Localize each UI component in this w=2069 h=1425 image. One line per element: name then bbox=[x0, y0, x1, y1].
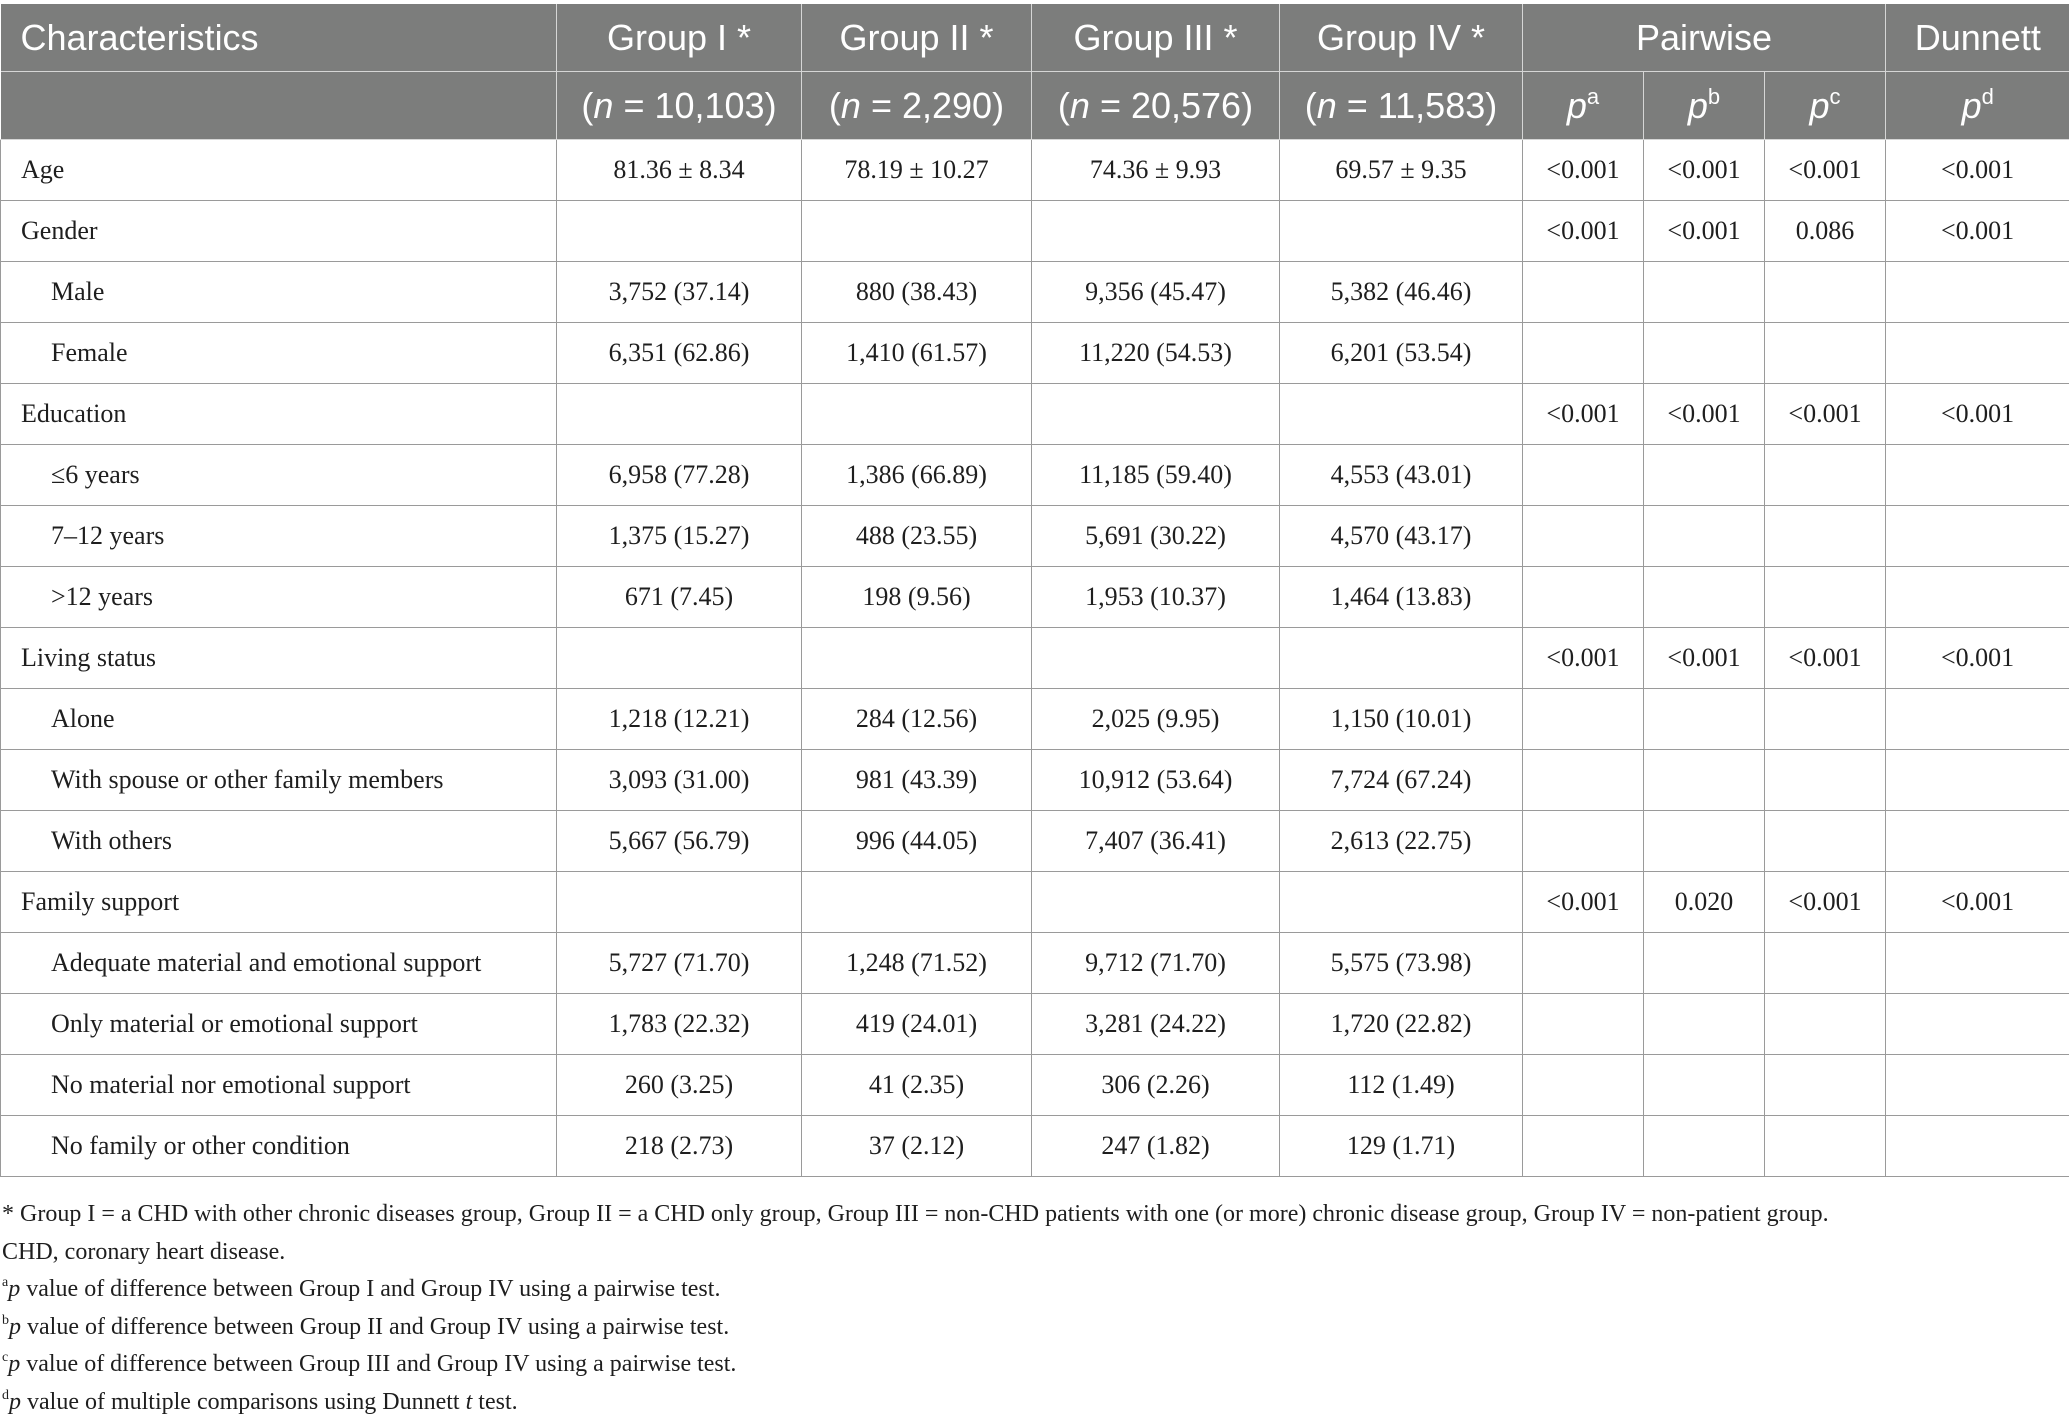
group-value-cell: 4,553 (43.01) bbox=[1280, 445, 1523, 506]
group-value-cell bbox=[1280, 628, 1523, 689]
group-value-cell: 11,185 (59.40) bbox=[1032, 445, 1280, 506]
group-value-cell: 2,025 (9.95) bbox=[1032, 689, 1280, 750]
group-value-cell: 488 (23.55) bbox=[802, 506, 1032, 567]
group-value-cell: 1,410 (61.57) bbox=[802, 323, 1032, 384]
table-row bbox=[1, 994, 2069, 1055]
row-label: Alone bbox=[1, 689, 557, 750]
table-header bbox=[1, 4, 2069, 140]
footnotes bbox=[2, 1196, 2068, 1421]
group-value-cell bbox=[557, 628, 802, 689]
group-value-cell: 81.36 ± 8.34 bbox=[557, 140, 802, 201]
p-value-cell: <0.001 bbox=[1644, 628, 1765, 689]
p-value-cell bbox=[1886, 750, 2069, 811]
row-label: >12 years bbox=[1, 567, 557, 628]
group-value-cell: 3,281 (24.22) bbox=[1032, 994, 1280, 1055]
footnote-d: $^d$p value of multiple comparisons using Dunnett t test. bbox=[2, 1387, 518, 1415]
p-value-cell bbox=[1644, 1055, 1765, 1116]
group-value-cell: 37 (2.12) bbox=[802, 1116, 1032, 1177]
p-value-cell: <0.001 bbox=[1886, 384, 2069, 445]
header-p-a: $p^a$ bbox=[1523, 72, 1644, 140]
group-value-cell bbox=[1032, 872, 1280, 933]
header-group-1: Group I * bbox=[557, 4, 802, 72]
p-value-cell bbox=[1765, 262, 1886, 323]
group-value-cell: 1,720 (22.82) bbox=[1280, 994, 1523, 1055]
p-value-cell: <0.001 bbox=[1765, 872, 1886, 933]
group-value-cell bbox=[557, 201, 802, 262]
group-value-cell: 2,613 (22.75) bbox=[1280, 811, 1523, 872]
p-value-cell: <0.001 bbox=[1523, 384, 1644, 445]
group-value-cell: 880 (38.43) bbox=[802, 262, 1032, 323]
header-n-group-2: (n = 2,290) bbox=[802, 72, 1032, 140]
group-value-cell: 218 (2.73) bbox=[557, 1116, 802, 1177]
p-value-cell bbox=[1644, 750, 1765, 811]
table-row bbox=[1, 567, 2069, 628]
row-label: With spouse or other family members bbox=[1, 750, 557, 811]
group-value-cell: 1,248 (71.52) bbox=[802, 933, 1032, 994]
group-value-cell: 1,783 (22.32) bbox=[557, 994, 802, 1055]
p-value-cell bbox=[1644, 689, 1765, 750]
group-value-cell bbox=[802, 201, 1032, 262]
p-value-cell bbox=[1523, 933, 1644, 994]
row-label: Education bbox=[1, 384, 557, 445]
table-row bbox=[1, 506, 2069, 567]
p-value-cell: <0.001 bbox=[1523, 872, 1644, 933]
p-value-cell bbox=[1523, 567, 1644, 628]
group-value-cell: 41 (2.35) bbox=[802, 1055, 1032, 1116]
group-value-cell: 1,953 (10.37) bbox=[1032, 567, 1280, 628]
header-n-group-3: (n = 20,576) bbox=[1032, 72, 1280, 140]
group-value-cell: 306 (2.26) bbox=[1032, 1055, 1280, 1116]
table-row bbox=[1, 201, 2069, 262]
group-value-cell bbox=[1032, 628, 1280, 689]
table-row bbox=[1, 1116, 2069, 1177]
p-value-cell: <0.001 bbox=[1644, 201, 1765, 262]
p-value-cell bbox=[1644, 323, 1765, 384]
row-label: Family support bbox=[1, 872, 557, 933]
p-value-cell bbox=[1886, 1116, 2069, 1177]
p-value-cell bbox=[1644, 933, 1765, 994]
header-p-b: $p^b$ bbox=[1644, 72, 1765, 140]
header-n-group-1: (n = 10,103) bbox=[557, 72, 802, 140]
header-group-4: Group IV * bbox=[1280, 4, 1523, 72]
group-value-cell: 11,220 (54.53) bbox=[1032, 323, 1280, 384]
p-value-cell bbox=[1523, 811, 1644, 872]
p-value-cell: <0.001 bbox=[1765, 140, 1886, 201]
table-row bbox=[1, 262, 2069, 323]
group-value-cell: 5,691 (30.22) bbox=[1032, 506, 1280, 567]
p-value-cell bbox=[1644, 1116, 1765, 1177]
p-value-cell bbox=[1523, 1055, 1644, 1116]
p-value-cell bbox=[1765, 323, 1886, 384]
group-value-cell bbox=[557, 384, 802, 445]
group-value-cell bbox=[1280, 384, 1523, 445]
row-label: Gender bbox=[1, 201, 557, 262]
table-row bbox=[1, 1055, 2069, 1116]
group-value-cell: 78.19 ± 10.27 bbox=[802, 140, 1032, 201]
group-value-cell bbox=[1280, 201, 1523, 262]
group-value-cell: 5,727 (71.70) bbox=[557, 933, 802, 994]
group-value-cell: 6,958 (77.28) bbox=[557, 445, 802, 506]
group-value-cell bbox=[557, 872, 802, 933]
table-row bbox=[1, 933, 2069, 994]
group-value-cell bbox=[802, 384, 1032, 445]
group-value-cell: 1,464 (13.83) bbox=[1280, 567, 1523, 628]
table-row bbox=[1, 445, 2069, 506]
p-value-cell bbox=[1523, 994, 1644, 1055]
header-pairwise: Pairwise bbox=[1523, 4, 1886, 72]
p-value-cell bbox=[1523, 689, 1644, 750]
p-value-cell bbox=[1644, 445, 1765, 506]
p-value-cell: <0.001 bbox=[1523, 140, 1644, 201]
p-value-cell bbox=[1765, 689, 1886, 750]
p-value-cell bbox=[1644, 811, 1765, 872]
p-value-cell bbox=[1644, 262, 1765, 323]
table-row bbox=[1, 872, 2069, 933]
table-container bbox=[0, 4, 2069, 1177]
table-row bbox=[1, 811, 2069, 872]
group-value-cell bbox=[802, 872, 1032, 933]
p-value-cell bbox=[1765, 567, 1886, 628]
row-label: Male bbox=[1, 262, 557, 323]
table-row bbox=[1, 140, 2069, 201]
p-value-cell bbox=[1765, 1055, 1886, 1116]
p-value-cell bbox=[1523, 1116, 1644, 1177]
group-value-cell: 74.36 ± 9.93 bbox=[1032, 140, 1280, 201]
row-label: 7–12 years bbox=[1, 506, 557, 567]
group-value-cell: 6,201 (53.54) bbox=[1280, 323, 1523, 384]
n-value: = 11,583 bbox=[1336, 84, 1486, 126]
footnote-a: $^a$p value of difference between Group I and Group IV using a pairwise test. bbox=[2, 1275, 721, 1302]
table-row bbox=[1, 689, 2069, 750]
group-value-cell: 112 (1.49) bbox=[1280, 1055, 1523, 1116]
p-value-cell bbox=[1886, 689, 2069, 750]
group-value-cell: 129 (1.71) bbox=[1280, 1116, 1523, 1177]
group-value-cell bbox=[1280, 872, 1523, 933]
p-value-cell bbox=[1765, 994, 1886, 1055]
header-group-3: Group III * bbox=[1032, 4, 1280, 72]
p-value-cell: <0.001 bbox=[1765, 384, 1886, 445]
p-value-cell: <0.001 bbox=[1886, 872, 2069, 933]
footnote-abbreviation: CHD, coronary heart disease. bbox=[2, 1238, 286, 1265]
p-value-cell bbox=[1523, 506, 1644, 567]
p-value-cell bbox=[1886, 567, 2069, 628]
group-value-cell: 260 (3.25) bbox=[557, 1055, 802, 1116]
table-row bbox=[1, 628, 2069, 689]
group-value-cell: 4,570 (43.17) bbox=[1280, 506, 1523, 567]
group-value-cell: 5,382 (46.46) bbox=[1280, 262, 1523, 323]
header-group-2: Group II * bbox=[802, 4, 1032, 72]
group-value-cell: 10,912 (53.64) bbox=[1032, 750, 1280, 811]
p-value-cell: <0.001 bbox=[1644, 384, 1765, 445]
p-value-cell bbox=[1886, 811, 2069, 872]
footnote-b: $^b$p value of difference between Group II and Group IV using a pairwise test. bbox=[2, 1312, 730, 1340]
p-value-cell bbox=[1523, 323, 1644, 384]
p-value-cell: <0.001 bbox=[1765, 628, 1886, 689]
p-value-cell: 0.020 bbox=[1644, 872, 1765, 933]
p-value-cell: 0.086 bbox=[1765, 201, 1886, 262]
table-row bbox=[1, 384, 2069, 445]
group-value-cell: 1,386 (66.89) bbox=[802, 445, 1032, 506]
p-value-cell bbox=[1523, 750, 1644, 811]
group-value-cell: 671 (7.45) bbox=[557, 567, 802, 628]
n-value: = 2,290 bbox=[860, 84, 993, 126]
p-value-cell: <0.001 bbox=[1886, 628, 2069, 689]
p-value-cell bbox=[1886, 994, 2069, 1055]
group-value-cell: 3,093 (31.00) bbox=[557, 750, 802, 811]
group-value-cell: 3,752 (37.14) bbox=[557, 262, 802, 323]
group-value-cell: 247 (1.82) bbox=[1032, 1116, 1280, 1177]
p-value-cell: <0.001 bbox=[1886, 201, 2069, 262]
n-value: = 20,576 bbox=[1089, 84, 1242, 126]
group-value-cell: 1,218 (12.21) bbox=[557, 689, 802, 750]
group-value-cell: 1,375 (15.27) bbox=[557, 506, 802, 567]
p-value-cell bbox=[1765, 811, 1886, 872]
p-value-cell bbox=[1886, 445, 2069, 506]
row-label: Only material or emotional support bbox=[1, 994, 557, 1055]
p-value-cell bbox=[1765, 1116, 1886, 1177]
header-n-group-4: (n = 11,583) bbox=[1280, 72, 1523, 140]
footnote-star: * Group I = a CHD with other chronic diseases group, Group II = a CHD only group, Group III = non-CHD patients with one (or more) chronic disease group, Group IV = non-patient group. bbox=[2, 1201, 1829, 1227]
p-value-cell bbox=[1886, 933, 2069, 994]
row-label: Adequate material and emotional support bbox=[1, 933, 557, 994]
group-value-cell: 996 (44.05) bbox=[802, 811, 1032, 872]
footnote-c: $^c$p value of difference between Group III and Group IV using a pairwise test. bbox=[2, 1350, 737, 1377]
row-label: No material nor emotional support bbox=[1, 1055, 557, 1116]
header-dunnett: Dunnett bbox=[1886, 4, 2069, 72]
group-value-cell bbox=[802, 628, 1032, 689]
p-value-cell bbox=[1523, 262, 1644, 323]
table-row bbox=[1, 750, 2069, 811]
p-value-cell bbox=[1765, 506, 1886, 567]
header-p-c: $p^c$ bbox=[1765, 72, 1886, 140]
group-value-cell bbox=[1032, 201, 1280, 262]
p-value-cell: <0.001 bbox=[1644, 140, 1765, 201]
group-value-cell: 419 (24.01) bbox=[802, 994, 1032, 1055]
header-blank bbox=[1, 72, 557, 140]
row-label: No family or other condition bbox=[1, 1116, 557, 1177]
header-characteristics: Characteristics bbox=[1, 4, 557, 72]
group-value-cell: 5,575 (73.98) bbox=[1280, 933, 1523, 994]
group-value-cell: 7,407 (36.41) bbox=[1032, 811, 1280, 872]
group-value-cell: 198 (9.56) bbox=[802, 567, 1032, 628]
group-value-cell bbox=[1032, 384, 1280, 445]
group-value-cell: 69.57 ± 9.35 bbox=[1280, 140, 1523, 201]
p-value-cell bbox=[1886, 262, 2069, 323]
group-value-cell: 9,356 (45.47) bbox=[1032, 262, 1280, 323]
row-label: Age bbox=[1, 140, 557, 201]
p-value-cell bbox=[1765, 445, 1886, 506]
p-value-cell bbox=[1886, 506, 2069, 567]
header-p-d: $p^d$ bbox=[1886, 72, 2069, 140]
group-value-cell: 6,351 (62.86) bbox=[557, 323, 802, 384]
p-value-cell: <0.001 bbox=[1523, 628, 1644, 689]
row-label: ≤6 years bbox=[1, 445, 557, 506]
p-value-cell bbox=[1644, 994, 1765, 1055]
p-value-cell bbox=[1644, 567, 1765, 628]
group-value-cell: 7,724 (67.24) bbox=[1280, 750, 1523, 811]
table-row bbox=[1, 323, 2069, 384]
n-value: = 10,103 bbox=[613, 84, 765, 126]
p-value-cell bbox=[1765, 750, 1886, 811]
p-value-cell bbox=[1765, 933, 1886, 994]
group-value-cell: 5,667 (56.79) bbox=[557, 811, 802, 872]
group-value-cell: 9,712 (71.70) bbox=[1032, 933, 1280, 994]
p-value-cell bbox=[1886, 1055, 2069, 1116]
group-value-cell: 981 (43.39) bbox=[802, 750, 1032, 811]
row-label: Female bbox=[1, 323, 557, 384]
p-value-cell: <0.001 bbox=[1886, 140, 2069, 201]
group-value-cell: 1,150 (10.01) bbox=[1280, 689, 1523, 750]
p-value-cell bbox=[1886, 323, 2069, 384]
p-value-cell bbox=[1523, 445, 1644, 506]
table-body bbox=[1, 140, 2069, 1177]
p-value-cell bbox=[1644, 506, 1765, 567]
row-label: Living status bbox=[1, 628, 557, 689]
row-label: With others bbox=[1, 811, 557, 872]
group-value-cell: 284 (12.56) bbox=[802, 689, 1032, 750]
characteristics-table bbox=[0, 4, 2069, 1177]
p-value-cell: <0.001 bbox=[1523, 201, 1644, 262]
